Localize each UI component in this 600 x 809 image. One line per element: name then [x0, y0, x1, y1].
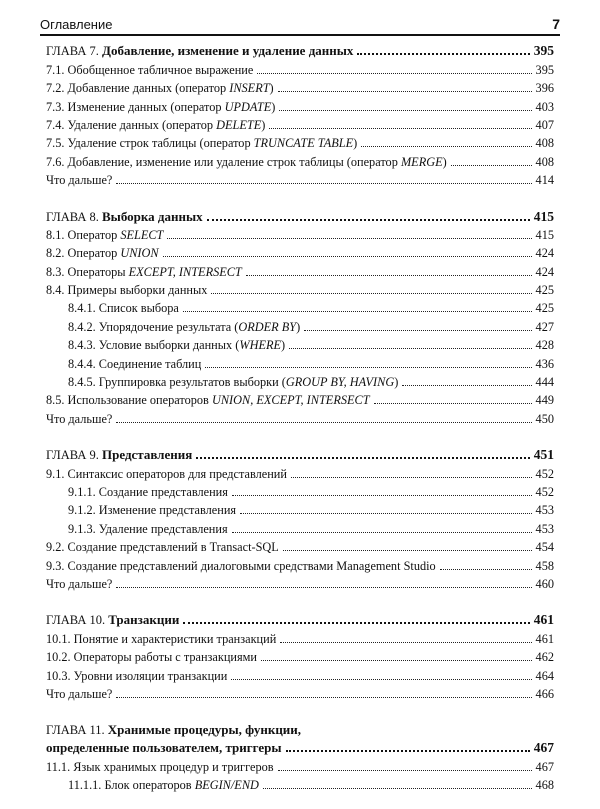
section-number: 8.2. — [46, 246, 68, 261]
toc-entry-text — [68, 301, 181, 315]
dot-leader — [183, 622, 529, 624]
section-page: 425 — [535, 301, 554, 316]
section-title: Что дальше? — [46, 173, 113, 188]
section-page: 395 — [535, 62, 554, 77]
toc-entry-text — [46, 559, 438, 573]
toc-entry-text — [68, 320, 302, 334]
toc-entry-text — [68, 522, 230, 536]
section-title: Операторы — [67, 264, 129, 279]
toc-entry-text — [68, 503, 238, 517]
section-title: Обобщенное табличное выражение — [67, 62, 254, 77]
toc-section[interactable] — [46, 150, 554, 168]
toc-section[interactable] — [46, 646, 554, 664]
running-header — [40, 12, 560, 36]
toc-entry-text — [46, 632, 278, 646]
toc-section[interactable] — [46, 242, 554, 260]
section-keyword: SELECT — [120, 227, 164, 242]
chapter-title-text — [46, 613, 181, 627]
section-title-tail: ) — [271, 99, 276, 114]
section-page: 414 — [535, 173, 554, 188]
section-number: 10.1. — [46, 631, 74, 646]
chapter-page: 395 — [533, 43, 554, 59]
section-page: 462 — [535, 650, 554, 665]
section-page: 428 — [535, 338, 554, 353]
section-page: 453 — [535, 503, 554, 518]
toc-section[interactable] — [46, 132, 554, 150]
toc-entry-text — [46, 155, 449, 169]
toc-section[interactable] — [46, 683, 554, 701]
toc-entry-text — [46, 467, 289, 481]
toc-section[interactable] — [46, 260, 554, 278]
chapter-label: ГЛАВА 10. — [46, 613, 109, 628]
section-keyword: TRUNCATE TABLE — [253, 136, 354, 151]
section-keyword: UPDATE — [224, 99, 272, 114]
section-number: 7.4. — [46, 117, 68, 132]
dot-leader — [289, 348, 531, 349]
section-page: 427 — [535, 319, 554, 334]
section-number: 7.2. — [46, 81, 68, 96]
section-title: Создание представлений диалоговыми средствами Management Studio — [67, 558, 436, 573]
section-page: 407 — [535, 117, 554, 132]
chapter-title-cont: определенные пользователем, триггеры — [46, 740, 282, 756]
section-title-tail: ) — [394, 375, 399, 390]
section-title: Что дальше? — [46, 411, 113, 426]
chapter-title-text — [46, 210, 205, 224]
chapter-heading[interactable] — [46, 719, 554, 737]
section-title: Группировка результатов выборки ( — [98, 375, 286, 390]
toc-subsection[interactable] — [46, 315, 554, 333]
toc-section[interactable] — [46, 554, 554, 572]
toc-subsection[interactable] — [46, 499, 554, 517]
chapter-title: Добавление, изменение и удаление данных — [102, 43, 354, 59]
chapter-title-line2 — [46, 741, 284, 755]
chapter-label: ГЛАВА 9. — [46, 448, 102, 463]
section-title-tail: ) — [261, 117, 266, 132]
section-title: Что дальше? — [46, 576, 113, 591]
dot-leader — [167, 238, 531, 239]
chapter-gap — [46, 426, 554, 444]
toc-entry-text — [46, 669, 229, 683]
section-keyword: DELETE — [216, 117, 262, 132]
section-title: Список выбора — [98, 301, 179, 316]
section-title: Создание представления — [98, 484, 228, 499]
section-page: 424 — [535, 246, 554, 261]
chapter-gap — [46, 187, 554, 205]
chapter-title: Выборка данных — [102, 208, 203, 224]
section-page: 460 — [535, 576, 554, 591]
section-number: 8.5. — [46, 393, 68, 408]
header-title: Оглавление — [40, 17, 113, 32]
section-number: 8.3. — [46, 264, 68, 279]
section-title: Операторы работы с транзакциями — [73, 650, 257, 665]
toc-entry-text — [46, 173, 114, 187]
dot-leader — [246, 275, 532, 276]
section-number: 10.2. — [46, 650, 74, 665]
section-number: 9.3. — [46, 558, 68, 573]
chapter-label: ГЛАВА 7. — [46, 44, 102, 59]
section-page: 468 — [535, 778, 554, 793]
section-number: 7.6. — [46, 154, 68, 169]
chapter-title-text — [46, 44, 355, 58]
section-keyword: ORDER BY — [238, 319, 297, 334]
toc-section[interactable] — [46, 536, 554, 554]
section-page: 466 — [535, 686, 554, 701]
section-number: 7.1. — [46, 62, 68, 77]
dot-leader — [116, 422, 531, 423]
toc-entry-text — [68, 357, 203, 371]
toc-section[interactable] — [46, 389, 554, 407]
toc-entry-text — [46, 228, 165, 242]
toc-entry-text — [46, 577, 114, 591]
section-number: 8.4.5. — [68, 375, 99, 390]
toc-subsection[interactable] — [46, 352, 554, 370]
dot-leader — [232, 532, 532, 533]
chapter-title: Транзакции — [108, 612, 180, 628]
dot-leader — [451, 165, 532, 166]
toc-section[interactable] — [46, 755, 554, 773]
section-number: 8.4.4. — [68, 356, 99, 371]
chapter-heading[interactable] — [46, 609, 554, 627]
section-title-tail: ) — [281, 338, 286, 353]
section-number: 7.5. — [46, 136, 68, 151]
chapter-title-text — [46, 448, 194, 462]
section-number: 9.1.2. — [68, 503, 99, 518]
dot-leader — [280, 642, 531, 643]
section-title-tail: ) — [353, 136, 358, 151]
toc-section[interactable] — [46, 77, 554, 95]
chapter-page: 467 — [533, 740, 554, 756]
section-title: Язык хранимых процедур и триггеров — [73, 759, 274, 774]
section-keyword: INSERT — [229, 81, 270, 96]
section-page: 444 — [535, 375, 554, 390]
section-page: 467 — [535, 759, 554, 774]
toc-section[interactable] — [46, 627, 554, 645]
chapter-title: Хранимые процедуры, функции, — [107, 721, 302, 737]
chapter-gap — [46, 701, 554, 719]
section-page: 461 — [535, 631, 554, 646]
chapter-heading[interactable] — [46, 40, 554, 58]
toc-subsection[interactable] — [46, 517, 554, 535]
section-title: Понятие и характеристики транзакций — [73, 631, 277, 646]
section-title: Оператор — [67, 246, 121, 261]
toc-entry-text — [68, 375, 400, 389]
section-page: 408 — [535, 154, 554, 169]
section-title: Изменение представления — [98, 503, 237, 518]
toc-entry-text — [46, 100, 277, 114]
section-title: Удаление данных (оператор — [67, 117, 217, 132]
section-page: 415 — [535, 227, 554, 242]
toc-section[interactable] — [46, 407, 554, 425]
section-page: 403 — [535, 99, 554, 114]
toc-subsection[interactable] — [46, 371, 554, 389]
dot-leader — [374, 403, 532, 404]
section-keyword: MERGE — [400, 154, 443, 169]
section-keyword: EXCEPT, INTERSECT — [128, 264, 242, 279]
toc-entry-text — [46, 265, 244, 279]
chapter-label: ГЛАВА 11. — [46, 722, 108, 737]
toc-entry-text — [46, 687, 114, 701]
section-title: Примеры выборки данных — [67, 283, 208, 298]
dot-leader — [402, 385, 531, 386]
dot-leader — [116, 697, 531, 698]
toc-section[interactable] — [46, 58, 554, 76]
dot-leader — [440, 569, 532, 570]
chapter-gap — [46, 591, 554, 609]
section-number: 9.1.1. — [68, 484, 99, 499]
section-number: 10.3. — [46, 668, 74, 683]
dot-leader — [211, 293, 531, 294]
section-keyword: WHERE — [239, 338, 282, 353]
chapter-page: 461 — [533, 612, 554, 628]
dot-leader — [269, 128, 531, 129]
toc-entry-text — [46, 81, 276, 95]
section-page: 453 — [535, 521, 554, 536]
section-keyword: BEGIN/END — [194, 778, 259, 793]
header-page-number: 7 — [552, 16, 560, 32]
section-page: 424 — [535, 264, 554, 279]
dot-leader — [196, 457, 529, 459]
toc-entry-text — [46, 283, 209, 297]
section-title-tail: ) — [296, 319, 301, 334]
section-page: 449 — [535, 393, 554, 408]
toc-section[interactable] — [46, 664, 554, 682]
toc-section[interactable] — [46, 95, 554, 113]
toc-entry-text — [68, 778, 261, 792]
toc-subsection[interactable] — [46, 774, 554, 792]
toc-section[interactable] — [46, 462, 554, 480]
section-title: Условие выборки данных ( — [98, 338, 240, 353]
section-title: Синтаксис операторов для представлений — [67, 466, 287, 481]
toc-section[interactable] — [46, 169, 554, 187]
toc-section[interactable] — [46, 573, 554, 591]
section-page: 425 — [535, 283, 554, 298]
section-title-tail: ) — [269, 81, 274, 96]
section-page: 450 — [535, 411, 554, 426]
section-number: 8.4.1. — [68, 301, 99, 316]
toc-entry-text — [46, 393, 372, 407]
chapter-page: 451 — [533, 447, 554, 463]
dot-leader — [263, 788, 532, 789]
dot-leader — [283, 550, 532, 551]
toc-entry-text — [46, 412, 114, 426]
chapter-page: 415 — [533, 208, 554, 224]
section-number: 9.2. — [46, 540, 68, 555]
section-title: Упорядочение результата ( — [98, 319, 239, 334]
toc-entry-text — [46, 118, 267, 132]
dot-leader — [261, 660, 532, 661]
toc-entry-text — [68, 485, 230, 499]
dot-leader — [163, 256, 532, 257]
section-keyword: GROUP BY, HAVING — [285, 375, 395, 390]
chapter-label: ГЛАВА 8. — [46, 209, 102, 224]
chapter-heading[interactable] — [46, 205, 554, 223]
dot-leader — [291, 477, 532, 478]
section-page: 452 — [535, 484, 554, 499]
section-title: Удаление строк таблицы (оператор — [67, 136, 254, 151]
dot-leader — [278, 91, 532, 92]
section-number: 7.3. — [46, 99, 68, 114]
section-keyword: UNION — [120, 246, 159, 261]
dot-leader — [240, 513, 531, 514]
section-title: Что дальше? — [46, 686, 113, 701]
toc-subsection[interactable] — [46, 334, 554, 352]
dot-leader — [257, 73, 531, 74]
section-title: Удаление представления — [98, 521, 228, 536]
toc-entry-text — [46, 540, 281, 554]
dot-leader — [116, 587, 531, 588]
dot-leader — [207, 219, 530, 221]
section-page: 396 — [535, 81, 554, 96]
dot-leader — [304, 330, 531, 331]
dot-leader — [116, 183, 531, 184]
dot-leader — [279, 110, 531, 111]
chapter-title: Представления — [102, 447, 193, 463]
chapter-heading[interactable] — [46, 444, 554, 462]
toc-entry-text — [68, 338, 287, 352]
section-page: 436 — [535, 356, 554, 371]
section-title: Добавление, изменение или удаление строк таблицы (оператор — [67, 154, 401, 169]
section-number: 9.1.3. — [68, 521, 99, 536]
toc-entry-text — [46, 63, 255, 77]
section-title: Блок операторов — [104, 778, 195, 793]
section-number: 8.4. — [46, 283, 68, 298]
dot-leader — [361, 146, 531, 147]
section-page: 408 — [535, 136, 554, 151]
section-title: Изменение данных (оператор — [67, 99, 225, 114]
toc-entry-text — [46, 760, 276, 774]
chapter-title-line1 — [46, 723, 303, 737]
section-title: Добавление данных (оператор — [67, 81, 230, 96]
section-number: 11.1.1. — [68, 778, 105, 793]
section-title-tail: ) — [442, 154, 447, 169]
table-of-contents — [46, 40, 554, 792]
dot-leader — [232, 495, 532, 496]
section-number: 11.1. — [46, 759, 74, 774]
dot-leader — [357, 53, 529, 55]
chapter-heading-cont[interactable] — [46, 737, 554, 755]
section-title: Уровни изоляции транзакции — [73, 668, 228, 683]
toc-subsection[interactable] — [46, 481, 554, 499]
section-page: 458 — [535, 558, 554, 573]
section-number: 8.1. — [46, 227, 68, 242]
toc-subsection[interactable] — [46, 297, 554, 315]
section-keyword: UNION, EXCEPT, INTERSECT — [211, 393, 370, 408]
section-title: Использование операторов — [67, 393, 212, 408]
dot-leader — [183, 311, 532, 312]
dot-leader — [278, 770, 532, 771]
section-number: 9.1. — [46, 466, 68, 481]
dot-leader — [231, 679, 531, 680]
dot-leader — [205, 367, 531, 368]
toc-section[interactable] — [46, 114, 554, 132]
toc-entry-text — [46, 650, 259, 664]
section-title: Создание представлений в Transact-SQL — [67, 540, 279, 555]
section-page: 452 — [535, 466, 554, 481]
toc-entry-text — [46, 246, 161, 260]
section-page: 454 — [535, 540, 554, 555]
toc-section[interactable] — [46, 279, 554, 297]
dot-leader — [286, 750, 530, 752]
toc-entry-text — [46, 136, 359, 150]
section-number: 8.4.2. — [68, 319, 99, 334]
section-title: Соединение таблиц — [98, 356, 202, 371]
section-title: Оператор — [67, 227, 121, 242]
section-number: 8.4.3. — [68, 338, 99, 353]
section-page: 464 — [535, 668, 554, 683]
toc-section[interactable] — [46, 224, 554, 242]
